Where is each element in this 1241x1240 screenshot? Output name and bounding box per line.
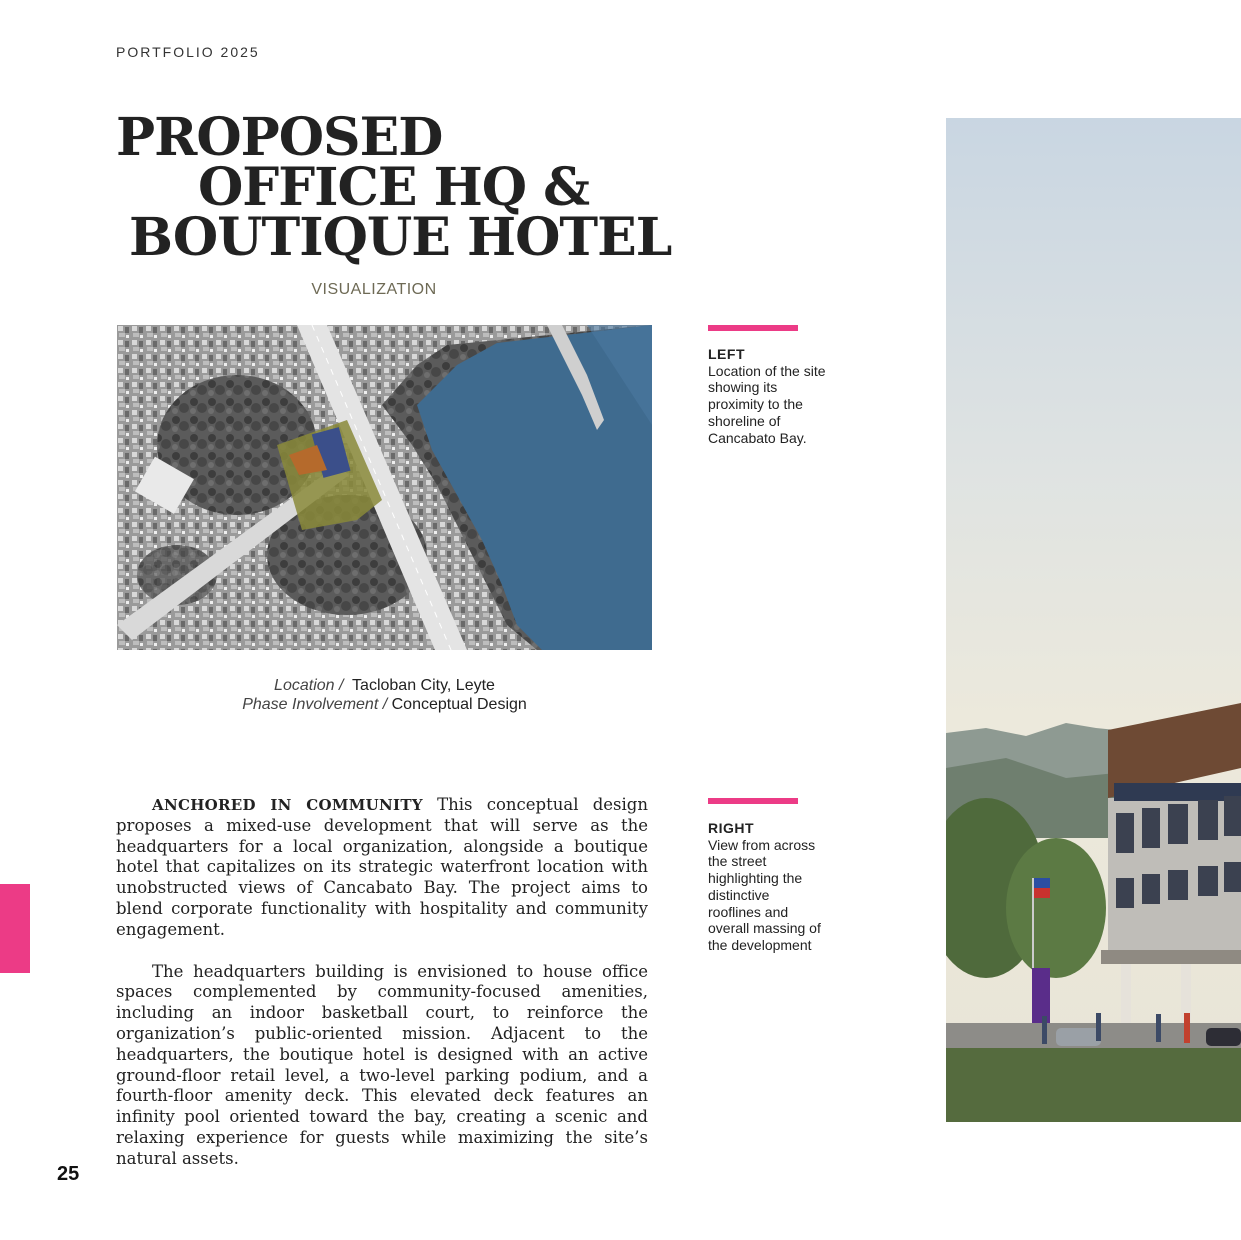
- location-row: [117, 676, 652, 695]
- building-rendering: [946, 118, 1241, 1122]
- page-subtitle: VISUALIZATION: [311, 281, 437, 298]
- aerial-map-image: [117, 325, 652, 650]
- accent-bar-right-note: [708, 798, 798, 804]
- body-lead: ANCHORED IN COMMUNITY: [152, 796, 423, 814]
- page-number: 25: [57, 1163, 80, 1185]
- location-label: Location /: [274, 677, 344, 694]
- page-edge-tab: [0, 884, 30, 973]
- body-paragraph-1-text: This conceptual design proposes a mixed-use development that will serve as the headquarters for a local organization, alongside a boutique hotel that capitalizes on its strategic waterfront location with unobstructed views of Cancabato Bay. The project aims to blend corporate functionality with hospitality and community engagement.: [116, 795, 648, 939]
- site-location-map: [117, 325, 652, 650]
- side-note-left-text: Location of the site showing its proximity to the shoreline of Cancabato Bay.: [708, 362, 826, 446]
- title-line-3: BOUTIQUE HOTEL: [129, 207, 672, 268]
- side-note-left-heading: LEFT: [708, 346, 745, 362]
- accent-bar-left-note: [708, 325, 798, 331]
- side-note-right-text: View from across the street highlighting the distinctive rooflines and overall massing of the development: [708, 836, 821, 953]
- side-note-right-heading: RIGHT: [708, 820, 755, 836]
- title-line-1: PROPOSED: [116, 107, 443, 168]
- side-note-left: [708, 346, 826, 446]
- body-paragraph-2: The headquarters building is envisioned to house office spaces complemented by community-focused amenities, including an indoor basketball court, to reinforce the organization’s public-oriented mission. Adjacent to the headquarters, the boutique hotel is designed with an active ground-floor retail level, a two-level parking podium, and a fourth-floor amenity deck. This elevated deck features an infinity pool oriented toward the bay, creating a scenic and relaxing experience for guests while maximizing the site’s natural assets.: [116, 961, 648, 1168]
- side-note-right: [708, 820, 826, 954]
- body-text: [116, 795, 648, 1191]
- project-meta: [117, 676, 652, 714]
- rendering-image: [946, 118, 1241, 1122]
- portfolio-header: PORTFOLIO 2025: [116, 44, 260, 60]
- title-line-2: OFFICE HQ &: [198, 157, 590, 218]
- phase-label: Phase Involvement /: [242, 696, 388, 713]
- body-paragraph-1: [116, 795, 648, 941]
- phase-value: Conceptual Design: [391, 696, 527, 713]
- location-value: Tacloban City, Leyte: [352, 677, 495, 694]
- phase-row: [117, 695, 652, 714]
